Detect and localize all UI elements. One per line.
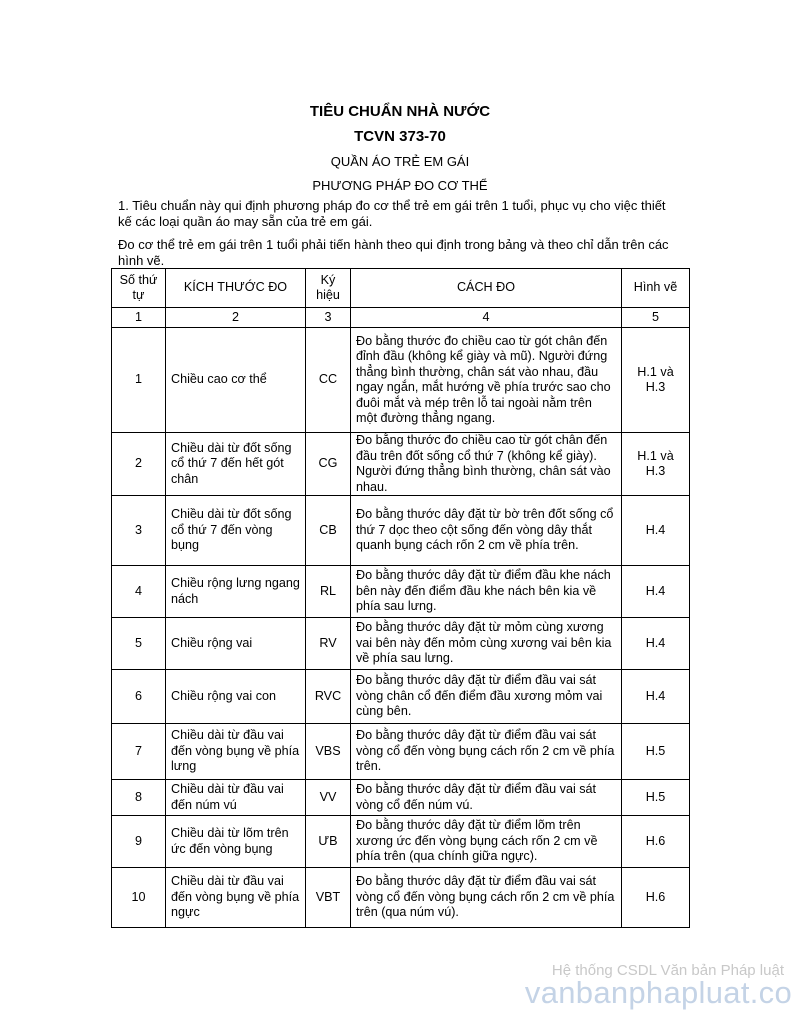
figure-ref-cell: H.5 [622, 780, 690, 816]
header-cell-dimension: KÍCH THƯỚC ĐO [166, 269, 306, 308]
row-number-cell: 2 [112, 433, 166, 496]
dimension-name-cell: Chiều rộng vai [166, 618, 306, 670]
watermark-site-text: vanbanphapluat.co [524, 975, 792, 1010]
symbol-cell: RL [306, 566, 351, 618]
column-number: 3 [306, 308, 351, 328]
symbol-cell: CG [306, 433, 351, 496]
method-cell: Đo bằng thước dây đặt từ điểm đầu khe nách bên này đến điểm đầu khe nách bên kia về phía sau lưng. [351, 566, 622, 618]
row-number-cell: 8 [112, 780, 166, 816]
symbol-cell: RVC [306, 670, 351, 724]
watermark-system-text: Hệ thống CSDL Văn bản Pháp luật [551, 962, 784, 979]
symbol-cell: ƯB [306, 816, 351, 868]
table-row [112, 566, 690, 618]
dimension-name-cell: Chiều rộng lưng ngang nách [166, 566, 306, 618]
document-subtitle-clothing: QUẦN ÁO TRẺ EM GÁI [330, 154, 470, 169]
dimension-name-cell: Chiều dài từ đầu vai đến vòng bụng về phía ngực [166, 868, 306, 928]
intro-paragraph: 1. Tiêu chuẩn này qui định phương pháp đo cơ thể trẻ em gái trên 1 tuổi, phục vụ cho việc thiết kế các loại quần áo may sẵn của trẻ em gái. [118, 198, 666, 229]
symbol-cell: VBT [306, 868, 351, 928]
table-row [112, 780, 690, 816]
header-cell-method: CÁCH ĐO [351, 269, 622, 308]
figure-ref-cell: H.4 [622, 496, 690, 566]
method-cell: Đo bằng thước dây đặt từ mỏm cùng xương vai bên này đến mỏm cùng xương vai bên kia về phía sau lưng. [351, 618, 622, 670]
table-row [112, 618, 690, 670]
method-cell: Đo bằng thước dây đặt từ điểm đầu vai sát vòng chân cổ đến điểm đầu xương mỏm vai cùng bên. [351, 670, 622, 724]
dimension-name-cell: Chiều dài từ đầu vai đến núm vú [166, 780, 306, 816]
dimension-name-cell: Chiều rộng vai con [166, 670, 306, 724]
table-row [112, 868, 690, 928]
dimension-name-cell: Chiều dài từ lõm trên ức đến vòng bụng [166, 816, 306, 868]
row-number-cell: 7 [112, 724, 166, 780]
document-title: TIÊU CHUẨN NHÀ NƯỚC [309, 103, 491, 120]
row-number-cell: 3 [112, 496, 166, 566]
method-cell: Đo bằng thước dây đặt từ bờ trên đốt sống cổ thứ 7 dọc theo cột sống đến vòng dây thắt quanh bụng cách rốn 2 cm về phía trên. [351, 496, 622, 566]
symbol-cell: VV [306, 780, 351, 816]
dimension-name-cell: Chiều dài từ đốt sống cổ thứ 7 đến vòng bụng [166, 496, 306, 566]
method-cell: Đo bằng thước dây đặt từ điểm lõm trên xương ức đến vòng bụng cách rốn 2 cm về phía trên (qua chính giữa ngực). [351, 816, 622, 868]
standard-code: TCVN 373-70 [354, 128, 446, 145]
instruction-paragraph: Đo cơ thể trẻ em gái trên 1 tuổi phải tiến hành theo qui định trong bảng và theo chỉ dẫn trên các hình vẽ. [118, 237, 669, 268]
header-cell-no: Số thứ tự [112, 269, 166, 308]
symbol-cell: CC [306, 328, 351, 433]
column-number-row [112, 308, 690, 328]
figure-ref-cell: H.5 [622, 724, 690, 780]
figure-ref-cell: H.4 [622, 670, 690, 724]
row-number-cell: 1 [112, 328, 166, 433]
figure-ref-cell: H.6 [622, 816, 690, 868]
column-number: 5 [622, 308, 690, 328]
method-cell: Đo bằng thước đo chiều cao từ gót chân đến đỉnh đầu (không kể giày và mũ). Người đứng thẳng bình thường, chân sát vào nhau, đầu ngay ngắn, mắt hướng về phía trước sao cho đuôi mắt và mép trên lỗ tai ngoài nằm trên một đường thẳng ngang. [351, 328, 622, 433]
method-cell: Đo bằng thước dây đặt từ điểm đầu vai sát vòng cổ đến vòng bụng cách rốn 2 cm về phía trên (qua núm vú). [351, 868, 622, 928]
document-subtitle-method: PHƯƠNG PHÁP ĐO CƠ THỂ [312, 178, 488, 193]
dimension-name-cell: Chiều dài từ đầu vai đến vòng bụng về phía lưng [166, 724, 306, 780]
measurement-table [111, 268, 690, 928]
column-number: 2 [166, 308, 306, 328]
table-row [112, 328, 690, 433]
row-number-cell: 4 [112, 566, 166, 618]
header-cell-figure: Hình vẽ [622, 269, 690, 308]
dimension-name-cell: Chiều cao cơ thể [166, 328, 306, 433]
figure-ref-cell: H.1 và H.3 [622, 328, 690, 433]
symbol-cell: CB [306, 496, 351, 566]
table-row [112, 670, 690, 724]
row-number-cell: 6 [112, 670, 166, 724]
figure-ref-cell: H.4 [622, 566, 690, 618]
table-row [112, 816, 690, 868]
header-cell-code: Ký hiệu [306, 269, 351, 308]
row-number-cell: 10 [112, 868, 166, 928]
figure-ref-cell: H.4 [622, 618, 690, 670]
method-cell: Đo bằng thước đo chiều cao từ gót chân đến đầu trên đốt sống cổ thứ 7 (không kể giày). Người đứng thẳng bình thường, chân sát vào nhau. [351, 433, 622, 496]
method-cell: Đo bằng thước dây đặt từ điểm đầu vai sát vòng cổ đến núm vú. [351, 780, 622, 816]
table-row [112, 724, 690, 780]
table-row [112, 433, 690, 496]
row-number-cell: 9 [112, 816, 166, 868]
table-header-row [112, 269, 690, 308]
symbol-cell: RV [306, 618, 351, 670]
column-number: 1 [112, 308, 166, 328]
figure-ref-cell: H.6 [622, 868, 690, 928]
figure-ref-cell: H.1 và H.3 [622, 433, 690, 496]
dimension-name-cell: Chiều dài từ đốt sống cổ thứ 7 đến hết gót chân [166, 433, 306, 496]
row-number-cell: 5 [112, 618, 166, 670]
symbol-cell: VBS [306, 724, 351, 780]
table-row [112, 496, 690, 566]
method-cell: Đo bằng thước dây đặt từ điểm đầu vai sát vòng cổ đến vòng bụng cách rốn 2 cm về phía trên. [351, 724, 622, 780]
column-number: 4 [351, 308, 622, 328]
